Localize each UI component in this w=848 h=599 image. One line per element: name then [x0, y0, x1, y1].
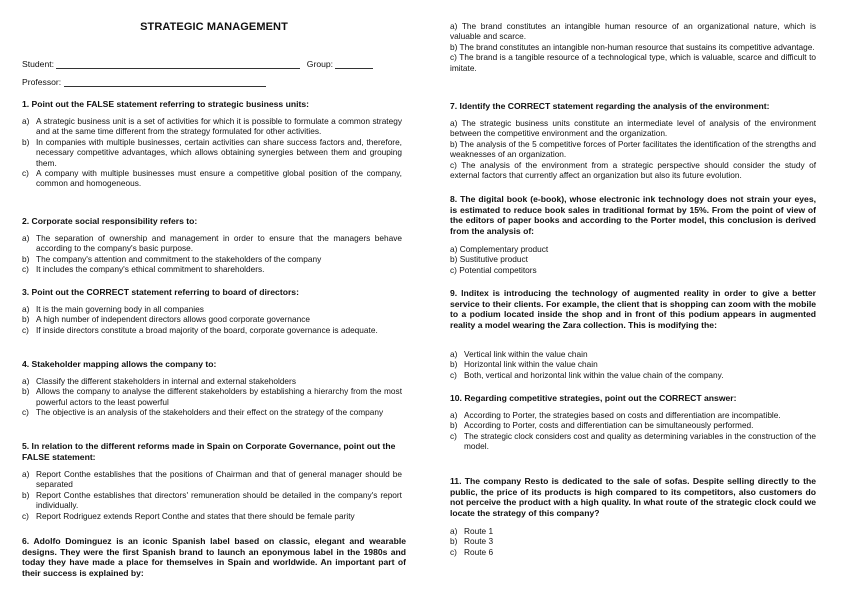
- option-b[interactable]: b) Report Conthe establishes that directors' remuneration should be detailed in the company's report individually.: [22, 489, 402, 511]
- option-b[interactable]: b) The analysis of the 5 competitive forces of Porter facilitates the identification of the strengths and weaknesses of an organization.: [450, 138, 817, 160]
- question-11: 11. The company Resto is dedicated to the sale of sofas. Despite selling directly to the public, the price of its products is high compared to its competitors, also customers do not perceive the product with a high quality. In what route of the strategic clock could we locate the strategy of this company?: [450, 476, 816, 518]
- question-4-options: [22, 376, 402, 418]
- question-6-options: [450, 21, 816, 73]
- option-c[interactable]: c) Potential competitors: [450, 264, 537, 275]
- option-a[interactable]: a) Complementary product: [450, 244, 549, 254]
- question-4: 4. Stakeholder mapping allows the company to:: [22, 359, 217, 369]
- question-1-options: [22, 116, 402, 189]
- question-7-options: [450, 118, 816, 180]
- professor-label: Professor:: [22, 77, 62, 87]
- option-c[interactable]: c) Both, vertical and horizontal link within the value chain of the company.: [450, 369, 724, 380]
- question-3: 3. Point out the CORRECT statement referring to board of directors:: [22, 287, 299, 297]
- question-3-options: [22, 304, 402, 335]
- option-c[interactable]: c) If inside directors constitute a broad majority of the board, corporate governance is adequate.: [22, 324, 378, 335]
- option-a[interactable]: a) The separation of ownership and management in order to ensure that the managers behave according to the company's basic purpose.: [22, 233, 402, 254]
- question-2: 2. Corporate social responsibility refers to:: [22, 216, 198, 226]
- option-b[interactable]: b) The company's attention and commitment to the stakeholders of the company: [22, 253, 322, 264]
- option-b[interactable]: b) Horizontal link within the value chain: [450, 359, 598, 370]
- option-a[interactable]: a) Classify the different stakeholders in internal and external stakeholders: [22, 376, 296, 386]
- question-8: 8. The digital book (e-book), whose electronic ink technology does not strain your eyes, is estimated to reduce book sales in traditional format by 15%. From the point of view of the editors of paper books and according to the Porter model, this conclusion is derived from the analysis of:: [450, 194, 816, 236]
- option-b[interactable]: b) A high number of independent directors allows good corporate governance: [22, 314, 310, 325]
- question-8-options: [450, 244, 816, 275]
- professor-field[interactable]: [22, 77, 266, 87]
- option-a[interactable]: a) Route 1: [450, 526, 494, 536]
- student-input-line[interactable]: [56, 60, 300, 69]
- option-c[interactable]: c) Route 6: [450, 546, 494, 557]
- option-b[interactable]: b) The brand constitutes an intangible non-human resource that sustains its competitive advantage.: [450, 41, 815, 52]
- question-10: 10. Regarding competitive strategies, point out the CORRECT answer:: [450, 393, 737, 403]
- option-b[interactable]: b) In companies with multiple businesses, certain activities can share success factors and, therefore, necessary competitive advantages, which allows obtaining synergies between them and grouping them.: [22, 136, 402, 168]
- option-c[interactable]: c) The brand is a tangible resource of a technological type, which is valuable, scarce and difficult to imitate.: [450, 52, 816, 73]
- group-input-line[interactable]: [335, 60, 373, 69]
- question-6: 6. Adolfo Dominguez is an iconic Spanish label based on classic, elegant and wearable designs. They were the first Spanish brand to launch an eponymous label in the 1980s and today they have made a place for themselves in Spain and worldwide. An important part of their success is explained by:: [22, 536, 406, 578]
- option-c[interactable]: c) It includes the company's ethical commitment to shareholders.: [22, 264, 265, 275]
- option-a[interactable]: a) A strategic business unit is a set of activities for which it is possible to formulate a common strategy and at the same time different from the strategy formulated for other activities.: [22, 116, 402, 137]
- option-c[interactable]: c) The strategic clock considers cost and quality as determining variables in the construction of the model.: [450, 430, 816, 452]
- option-a[interactable]: a) The strategic business units constitute an intermediate level of analysis of the environment between the competitive environment and the organization.: [450, 118, 817, 139]
- option-a[interactable]: a) Report Conthe establishes that the positions of Chairman and that of general manager should be separated: [22, 469, 402, 490]
- option-c[interactable]: c) The analysis of the environment from a strategic perspective should consider the study of external factors that currently affect an organization but also its future evolution.: [450, 159, 817, 181]
- option-a[interactable]: a) Vertical link within the value chain: [450, 349, 588, 359]
- option-b[interactable]: b) Route 3: [450, 536, 494, 547]
- question-10-options: [450, 410, 816, 452]
- question-2-options: [22, 233, 402, 275]
- student-label: Student:: [22, 59, 55, 69]
- option-a[interactable]: a) It is the main governing body in all companies: [22, 304, 204, 314]
- question-11-options: [450, 526, 816, 557]
- student-field[interactable]: [22, 59, 373, 69]
- option-a[interactable]: a) The brand constitutes an intangible human resource of an organizational nature, which is valuable and scarce.: [450, 21, 816, 42]
- group-label: Group:: [306, 59, 334, 69]
- page-title: STRATEGIC MANAGEMENT: [140, 21, 288, 33]
- option-b[interactable]: b) Allows the company to analyse the different stakeholders by establishing a hierarchy from the most powerful actors to the least powerful: [22, 386, 402, 407]
- question-5-options: [22, 469, 402, 521]
- option-c[interactable]: c) A company with multiple businesses must ensure a competitive global position of the company, common and homogeneous.: [22, 168, 402, 189]
- option-c[interactable]: c) The objective is an analysis of the stakeholders and their effect on the strategy of the company: [22, 407, 384, 418]
- question-9: 9. Inditex is introducing the technology of augmented reality in order to give a better service to their clients. For example, the client that is shopping can zoom with the mobile to a podium located inside the shop and in front of this podium appears in augmented reality a model wearing the Zara collection. This is modifying the:: [450, 288, 816, 330]
- question-1: 1. Point out the FALSE statement referring to strategic business units:: [22, 99, 309, 109]
- option-b[interactable]: b) Sustitutive product: [450, 254, 528, 265]
- question-5: 5. In relation to the different reforms made in Spain on Corporate Governance, point out the FALSE statement:: [22, 441, 396, 462]
- option-c[interactable]: c) Report Rodriguez extends Report Conthe and states that there should be female parity: [22, 510, 355, 521]
- option-a[interactable]: a) According to Porter, the strategies based on costs and differentiation are incompatible.: [450, 410, 781, 420]
- question-9-options: [450, 349, 816, 380]
- option-b[interactable]: b) According to Porter, costs and differentiation can be simultaneously performed.: [450, 420, 754, 431]
- professor-input-line[interactable]: [64, 78, 266, 87]
- question-7: 7. Identify the CORRECT statement regarding the analysis of the environment:: [450, 101, 770, 111]
